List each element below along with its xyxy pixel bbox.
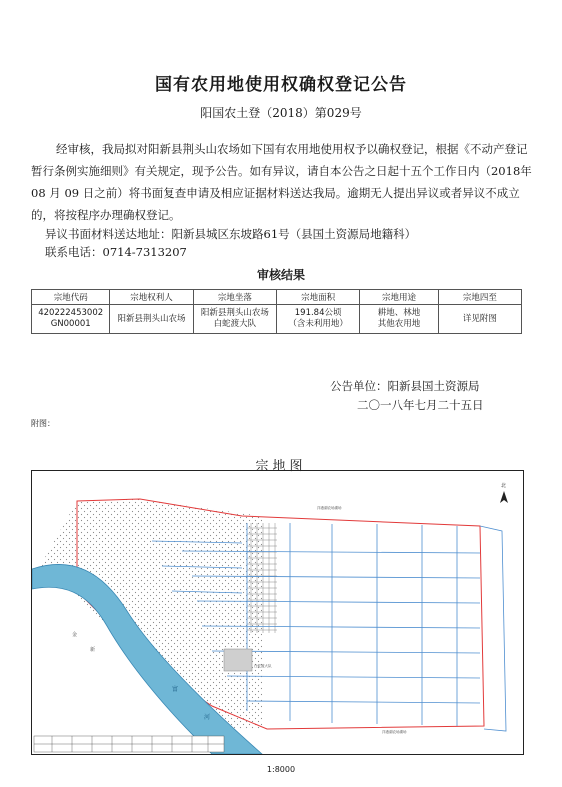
left-label-1: 金 (72, 632, 78, 638)
notice-title: 国有农用地使用权确权登记公告 (155, 75, 407, 95)
cell-location (193, 305, 276, 334)
area-line-2: （含未利用地） (288, 319, 348, 329)
header-location: 宗地坐落 (193, 290, 276, 305)
header-owner: 宗地权利人 (110, 290, 193, 305)
parcel-code-line-1: 420222453002 (38, 308, 104, 318)
north-arrow-icon (500, 482, 508, 503)
svg-text:北: 北 (501, 483, 507, 489)
issue-date: 二〇一八年七月二十五日 (357, 398, 484, 412)
north-side-label: 洋港湖农场湖场 (317, 506, 342, 510)
cell-owner: 阳新县荆头山农场 (110, 305, 193, 334)
document-number: 阳国农土登（2018）第029号 (200, 106, 362, 120)
river-label-1: 富 (172, 686, 179, 693)
location-line-2: 白蛇渡大队 (213, 319, 257, 329)
appendix-label: 附图： (31, 419, 55, 428)
issuer: 公告单位：阳新县国土资源局 (330, 379, 480, 393)
map-scale: 1:8000 (266, 765, 296, 774)
south-side-label: 洋港湖农场湖场 (382, 730, 407, 734)
use-line-1: 耕地、林地 (377, 308, 421, 318)
notice-body: 经审核，我局拟对阳新县荆头山农场如下国有农用地使用权予以确权登记，根据《不动产登记暂行条例实施细则》有关规定，现予公告。如有异议，请自本公告之日起十五个工作日内（2018年 08 月 09 日之前）将书面复查申请及相应证据材料送达我局。逾期无人提出异议或者异议不成立的，将按程序办理确权登记。 (31, 142, 532, 222)
cell-boundary: 详见附图 (438, 305, 521, 334)
table-header-row (32, 290, 522, 305)
parcel-map (31, 470, 524, 755)
area-line-1: 191.84公顷 (294, 308, 342, 318)
table-row (32, 305, 522, 334)
contact-phone: 联系电话：0714-7313207 (45, 245, 187, 259)
river-label-2: 河 (204, 714, 211, 721)
left-label-2: 新 (90, 647, 96, 653)
parcel-code-line-2: GN00001 (50, 319, 91, 329)
forest-area (40, 499, 262, 729)
objection-address: 异议书面材料送达地址：阳新县城区东坡路61号（县国土资源局地籍科） (45, 227, 417, 241)
parcel-map-drawing (32, 471, 523, 754)
location-line-1: 阳新县荆头山农场 (200, 308, 269, 318)
cell-parcel-code (32, 305, 110, 334)
village-block (224, 649, 252, 671)
map-title: 宗地图 (255, 459, 307, 474)
header-parcel-code: 宗地代码 (32, 290, 110, 305)
header-area: 宗地面积 (276, 290, 359, 305)
area-summary-table (34, 736, 224, 752)
cultivated-strip (247, 523, 277, 633)
use-line-2: 其他农用地 (377, 319, 421, 329)
results-title: 审核结果 (256, 268, 305, 282)
village-label: 白蛇渡大队 (254, 664, 272, 668)
header-use: 宗地用途 (360, 290, 438, 305)
cell-use (360, 305, 438, 334)
results-table (31, 289, 522, 334)
header-boundary: 宗地四至 (438, 290, 521, 305)
cell-area (276, 305, 359, 334)
